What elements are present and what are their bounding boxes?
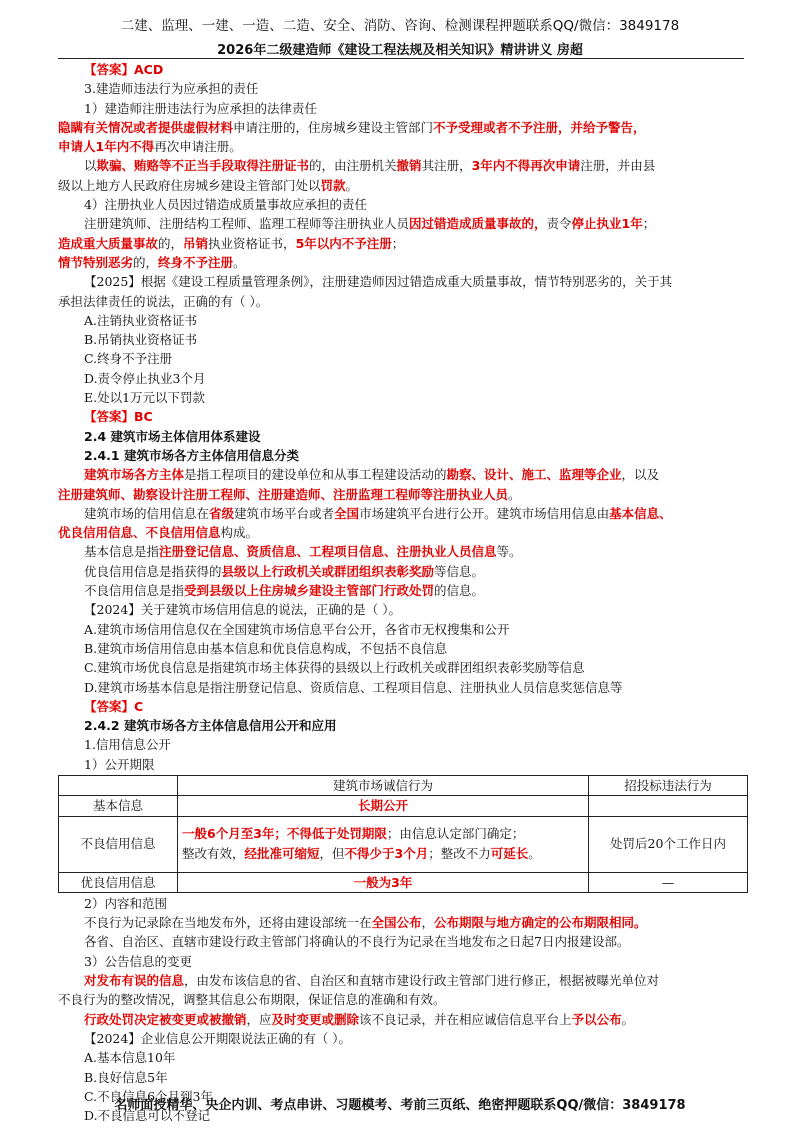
highlight: 罚款 xyxy=(320,177,346,193)
text: 执业资格证书， xyxy=(208,235,296,251)
paragraph xyxy=(58,137,748,156)
question: 承担法律责任的说法，正确的有（ ）。 xyxy=(58,293,269,309)
paragraph xyxy=(58,581,748,600)
highlight: 勘察、设计、施工、监理等企业 xyxy=(446,467,622,483)
highlight: 一般6个月至3年；不得低于处罚期限 xyxy=(182,826,387,842)
text: 市场建筑平台进行公开。建筑市场信用信息由 xyxy=(359,505,610,521)
text: 不良信用信息是指 xyxy=(84,583,185,599)
section-heading: 2.4.2 建筑市场各方主体信息信用公开和应用 xyxy=(84,718,337,734)
table-cell: — xyxy=(589,872,748,892)
subsection-heading: 4）注册执业人员因过错造成质量事故应承担的责任 xyxy=(84,197,367,213)
text: 的信息。 xyxy=(434,583,485,599)
text: ，以及 xyxy=(621,467,660,483)
text: 。 xyxy=(233,254,246,270)
text: 不良行为记录除在当地发布外，还将由建设部统一在 xyxy=(84,915,372,931)
text: 该不良记录，并在相应诚信信息平台上 xyxy=(359,1011,572,1027)
option: B.建筑市场信用信息由基本信息和优良信息构成，不包括不良信息 xyxy=(84,640,448,656)
text: 再次申请注册。 xyxy=(154,139,242,155)
footer-banner: 名师面授精华、央企内训、考点串讲、习题模考、考前三页纸、绝密押题联系QQ/微信：3849178 xyxy=(114,1098,686,1113)
answer-label: 【答案】ACD xyxy=(84,62,164,77)
subsection-heading: 1.信用信息公开 xyxy=(84,737,171,753)
highlight: 造成重大质量事故 xyxy=(58,235,159,251)
table-cell: 长期公开 xyxy=(178,796,589,816)
text: 优良信用信息是指获得的 xyxy=(84,563,222,579)
section-heading: 3.建造师违法行为应承担的责任 xyxy=(84,81,259,97)
text: 级以上地方人民政府住房城乡建设主管部门处以 xyxy=(58,177,321,193)
text: ；整改不力 xyxy=(428,846,491,862)
option: C.终身不予注册 xyxy=(84,351,173,367)
highlight: 可延长 xyxy=(490,846,529,862)
paragraph xyxy=(58,485,748,504)
header-banner: 二建、监理、一建、一造、二造、安全、消防、咨询、检测课程押题联系QQ/微信：3849178 xyxy=(120,18,680,34)
paragraph xyxy=(58,176,748,195)
option: C.不良信息6个月到3年 xyxy=(84,1088,213,1104)
answer-label: 【答案】C xyxy=(84,698,144,714)
document-body xyxy=(58,60,748,1125)
option: B.吊销执业资格证书 xyxy=(84,332,198,348)
text: ； xyxy=(642,216,656,232)
text: 。 xyxy=(508,486,521,502)
highlight: 县级以上行政机关或群团组织表彰奖励 xyxy=(221,563,435,579)
subsection-heading: 1）建造师注册违法行为应承担的法律责任 xyxy=(84,100,317,116)
text: 的，由注册机关 xyxy=(309,158,397,174)
table-cell: 不良信用信息 xyxy=(59,816,178,872)
subsection-heading: 3）公告信息的变更 xyxy=(84,953,192,969)
text: 。 xyxy=(621,1011,635,1027)
document-title: 2026年二级建造师《建设工程法规及相关知识》精讲讲义 房超 xyxy=(217,43,583,58)
paragraph xyxy=(58,156,748,175)
paragraph xyxy=(58,234,748,253)
paragraph xyxy=(58,465,748,484)
text: 注册建筑师、注册结构工程师、监理工程师等注册执业人员 xyxy=(84,216,410,232)
highlight: 予以公布 xyxy=(571,1011,622,1027)
text: 的， xyxy=(158,235,184,251)
section-heading: 2.4.1 建筑市场各方主体信用信息分类 xyxy=(84,447,299,463)
subsection-heading: 2）内容和范围 xyxy=(84,895,167,911)
highlight: 5年以内不予注册 xyxy=(295,235,392,251)
paragraph xyxy=(58,214,748,233)
text: 。 xyxy=(528,846,541,862)
paragraph xyxy=(58,542,748,561)
highlight: 吊销 xyxy=(183,235,209,251)
text: ； xyxy=(391,235,405,251)
option: D.不良信息可以不登记 xyxy=(84,1108,211,1124)
table-cell: 一般为3年 xyxy=(178,872,589,892)
question: 【2025】根据《建设工程质量管理条例》，注册建造师因过错造成重大质量事故，情节特别恶劣的，关于其 xyxy=(84,274,673,290)
option: A.基本信息10年 xyxy=(84,1050,176,1066)
table-cell: 处罚后20个工作日内 xyxy=(589,816,748,872)
highlight: 全国 xyxy=(334,505,360,521)
paragraph xyxy=(58,562,748,581)
question: 【2024】企业信息公开期限说法正确的有（ ）。 xyxy=(84,1030,352,1046)
highlight: 停止执业1年 xyxy=(571,216,643,232)
text: 的， xyxy=(133,254,159,270)
highlight: 注册登记信息、资质信息、工程项目信息、注册执业人员信息 xyxy=(159,544,497,560)
highlight: 情节特别恶劣 xyxy=(58,254,134,270)
question: 【2024】关于建筑市场信用信息的说法，正确的是（ ）。 xyxy=(84,602,402,618)
text: 其注册， xyxy=(421,158,472,174)
highlight: 终身不予注册 xyxy=(158,254,234,270)
text: 是指工程项目的建设单位和从事工程建设活动的 xyxy=(184,467,447,483)
text: 等信息。 xyxy=(434,563,485,579)
table-cell xyxy=(178,816,589,872)
option: D.建筑市场基本信息是指注册登记信息、资质信息、工程项目信息、注册执业人员信息奖惩信息等 xyxy=(84,679,623,695)
table-cell: 基本信息 xyxy=(59,796,178,816)
option: D.责令停止执业3个月 xyxy=(84,370,206,386)
subsection-heading: 1）公开期限 xyxy=(84,756,155,772)
highlight: 建筑市场各方主体 xyxy=(84,467,185,483)
table-row xyxy=(59,775,748,795)
text: ， xyxy=(421,915,435,931)
highlight: 基本信息、 xyxy=(609,505,672,521)
highlight: 全国公布 xyxy=(371,915,422,931)
header-divider xyxy=(58,58,744,59)
table-header: 建筑市场诚信行为 xyxy=(178,775,589,795)
highlight: 撤销 xyxy=(396,158,422,174)
table-header: 招投标违法行为 xyxy=(589,775,748,795)
text: 注册，并由县 xyxy=(580,158,656,174)
highlight: 省级 xyxy=(209,505,235,521)
option: C.建筑市场优良信息是指建筑市场主体获得的县级以上行政机关或群团组织表彰奖励等信息 xyxy=(84,660,585,676)
text: ，应 xyxy=(246,1011,272,1027)
table-row xyxy=(59,872,748,892)
answer-label: 【答案】BC xyxy=(84,409,153,425)
text: 构成。 xyxy=(220,525,259,541)
highlight: 受到县级以上住房城乡建设主管部门行政处罚 xyxy=(184,583,435,599)
text: 以 xyxy=(84,158,97,174)
table-cell xyxy=(59,775,178,795)
paragraph xyxy=(58,913,748,932)
text: 等。 xyxy=(496,544,522,560)
text: 申请注册的，住房城乡建设主管部门 xyxy=(233,119,434,135)
highlight: 对发布有误的信息 xyxy=(84,973,185,989)
option: E.处以1万元以下罚款 xyxy=(84,390,206,406)
text: 基本信息是指 xyxy=(84,544,160,560)
highlight: 3年内不得再次申请 xyxy=(471,158,581,174)
highlight: 经批准可缩短 xyxy=(244,846,320,862)
text: 建筑市场的信用信息在 xyxy=(84,505,210,521)
paragraph xyxy=(58,1010,748,1029)
highlight: 公布期限与地方确定的公布期限相同。 xyxy=(434,915,647,931)
paragraph xyxy=(58,523,748,542)
table-row xyxy=(59,816,748,872)
highlight: 不予受理或者不予注册，并给予警告， xyxy=(433,119,646,135)
text: ，由发布该信息的省、自治区和直辖市建设行政主管部门进行修正，根据被曝光单位对 xyxy=(184,973,660,989)
paragraph: 不良行为的整改情况，调整其信息公布期限，保证信息的准确和有效。 xyxy=(58,992,446,1008)
option: A.注销执业资格证书 xyxy=(84,312,198,328)
highlight: 行政处罚决定被变更或被撤销 xyxy=(84,1011,247,1027)
disclosure-period-table xyxy=(58,775,748,893)
text: ；由信息认定部门确定； xyxy=(386,826,525,842)
text: ，但 xyxy=(319,846,345,862)
paragraph xyxy=(58,118,748,137)
highlight: 欺骗、贿赂等不正当手段取得注册证书 xyxy=(96,158,310,174)
highlight: 优良信用信息、不良信用信息 xyxy=(58,525,221,541)
option: A.建筑市场信用信息仅在全国建筑市场信息平台公开，各省市无权搜集和公开 xyxy=(84,621,510,637)
paragraph xyxy=(58,971,748,990)
table-cell: 优良信用信息 xyxy=(59,872,178,892)
table-cell xyxy=(589,796,748,816)
paragraph: 各省、自治区、直辖市建设行政主管部门将确认的不良行为记录在当地发布之日起7日内报建设部。 xyxy=(84,934,630,950)
highlight: 申请人1年内不得 xyxy=(58,139,155,155)
paragraph xyxy=(58,504,748,523)
highlight: 注册建筑师、勘察设计注册工程师、注册建造师、注册监理工程师等注册执业人员 xyxy=(58,486,509,502)
text: 责令 xyxy=(546,216,572,232)
text: 建筑市场平台或者 xyxy=(234,505,335,521)
highlight: 因过错造成质量事故的， xyxy=(409,216,547,232)
text: 。 xyxy=(345,177,359,193)
highlight: 不得少于3个月 xyxy=(344,846,429,862)
text: 整改有效， xyxy=(182,846,245,862)
option: B.良好信息5年 xyxy=(84,1069,168,1085)
highlight: 隐瞒有关情况或者提供虚假材料 xyxy=(58,119,234,135)
section-heading: 2.4 建筑市场主体信用体系建设 xyxy=(84,428,261,444)
highlight: 及时变更或删除 xyxy=(271,1011,360,1027)
table-row xyxy=(59,796,748,816)
paragraph xyxy=(58,253,748,272)
